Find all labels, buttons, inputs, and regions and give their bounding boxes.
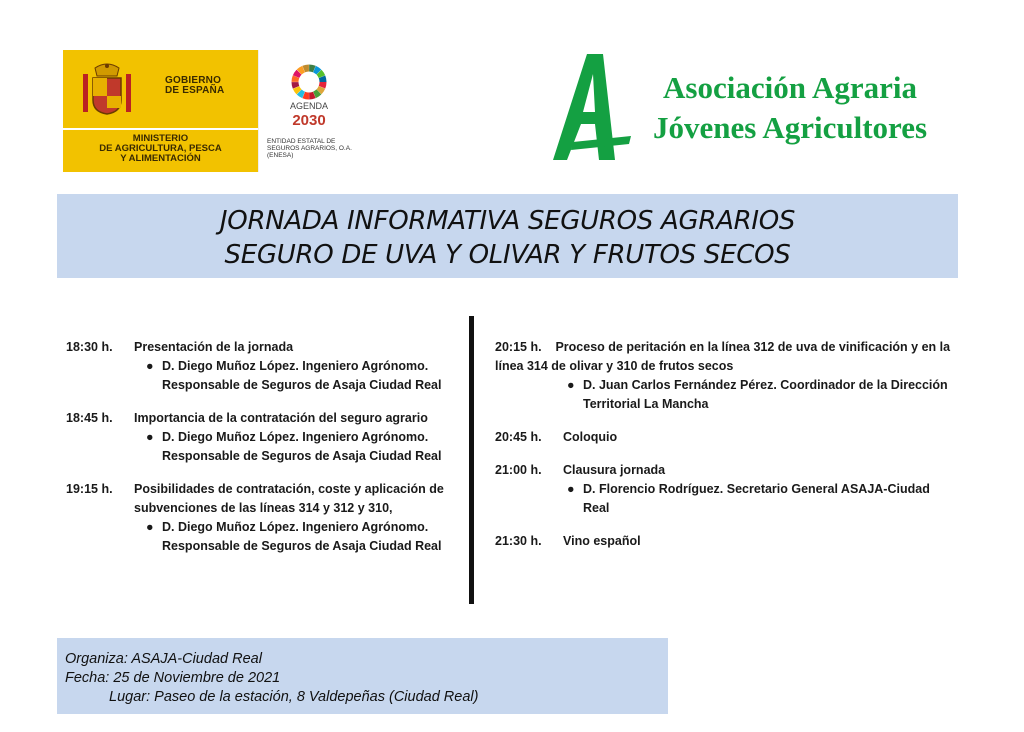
agenda-speaker-text: D. Diego Muñoz López. Ingeniero Agrónomo. Responsable de Seguros de Asaja Ciudad Real <box>162 520 442 553</box>
bullet-icon: ● <box>567 482 575 496</box>
agenda-time: 18:30 h. <box>66 340 113 354</box>
agenda-speaker <box>146 428 464 466</box>
bullet-icon: ● <box>567 378 575 392</box>
agenda-time: 21:00 h. <box>495 463 542 477</box>
agenda-description <box>495 338 955 376</box>
agenda-description: Importancia de la contratación del seguro agrario <box>134 411 428 425</box>
column-divider <box>469 316 474 604</box>
agenda-item <box>495 338 955 414</box>
agenda-speaker <box>567 376 955 414</box>
bullet-icon: ● <box>146 359 154 373</box>
enesa-text: ENTIDAD ESTATAL DE SEGUROS AGRARIOS, O.A. (ENESA) <box>267 138 352 159</box>
bullet-icon: ● <box>146 430 154 444</box>
agenda-time: 20:15 h. <box>495 340 542 354</box>
agenda-label: AGENDA <box>289 101 328 111</box>
asociacion-line-1: Asociación Agraria <box>663 70 917 105</box>
agenda-item <box>495 461 955 518</box>
agenda-year: 2030 <box>292 112 326 129</box>
agenda-time: 18:45 h. <box>66 411 113 425</box>
title-line-2: SEGURO DE UVA Y OLIVAR Y FRUTOS SECOS <box>224 240 791 270</box>
footer-organiza: Organiza: ASAJA-Ciudad Real <box>65 651 262 667</box>
agenda-speaker <box>146 357 464 395</box>
agenda-right-column <box>495 338 955 565</box>
asociacion-line-2: Jóvenes Agricultores <box>652 110 928 145</box>
agenda-time: 20:45 h. <box>495 430 542 444</box>
agenda-description-text: Proceso de peritación en la línea 312 de uva de vinificación y en la línea 314 de olivar y 310 de frutos secos <box>495 340 951 373</box>
bullet-icon: ● <box>146 520 154 534</box>
agenda-speaker <box>567 480 955 518</box>
footer-lugar: Lugar: Paseo de la estación, 8 Valdepeñas (Ciudad Real) <box>109 689 479 705</box>
ministerio-text: MINISTERIO DE AGRICULTURA, PESCA Y ALIMENTACIÓN <box>99 133 222 164</box>
spain-coat-of-arms-icon <box>77 60 137 120</box>
agenda-description: Coloquio <box>563 430 618 444</box>
agenda-2030-block <box>258 50 364 172</box>
agenda-speaker-text: D. Florencio Rodríguez. Secretario General ASAJA-Ciudad Real <box>583 482 930 515</box>
agenda-item <box>66 338 464 395</box>
agenda-speaker-text: D. Diego Muñoz López. Ingeniero Agrónomo. Responsable de Seguros de Asaja Ciudad Real <box>162 430 442 463</box>
gobierno-logo-block <box>63 50 363 172</box>
gobierno-de-espana-text: GOBIERNO DE ESPAÑA <box>165 75 225 96</box>
agenda-description: Posibilidades de contratación, coste y aplicación de subvenciones de las líneas 314 y 312 y 310, <box>134 482 444 515</box>
agenda-time: 21:30 h. <box>495 534 542 548</box>
agenda-speaker-text: D. Diego Muñoz López. Ingeniero Agrónomo. Responsable de Seguros de Asaja Ciudad Real <box>162 359 442 392</box>
title-band <box>57 194 958 278</box>
asaja-logo-icon <box>553 52 633 162</box>
agenda-description: Clausura jornada <box>563 463 666 477</box>
footer-band <box>57 638 668 714</box>
agenda-speaker <box>146 518 464 556</box>
gobierno-divider <box>63 128 258 130</box>
agenda-item <box>66 409 464 466</box>
agenda-item <box>495 428 955 447</box>
agenda-time: 19:15 h. <box>66 482 113 496</box>
agenda-description: Presentación de la jornada <box>134 340 294 354</box>
agenda-item <box>66 480 464 556</box>
title-line-1: JORNADA INFORMATIVA SEGUROS AGRARIOS <box>219 206 796 236</box>
agenda-description: Vino español <box>563 534 641 548</box>
sdg-wheel-icon <box>289 62 329 102</box>
asociacion-name <box>640 68 940 148</box>
agenda-speaker-text: D. Juan Carlos Fernández Pérez. Coordinador de la Dirección Territorial La Mancha <box>583 378 948 411</box>
footer-fecha: Fecha: 25 de Noviembre de 2021 <box>65 670 281 686</box>
agenda-left-column <box>66 338 464 570</box>
agenda-item <box>495 532 955 551</box>
